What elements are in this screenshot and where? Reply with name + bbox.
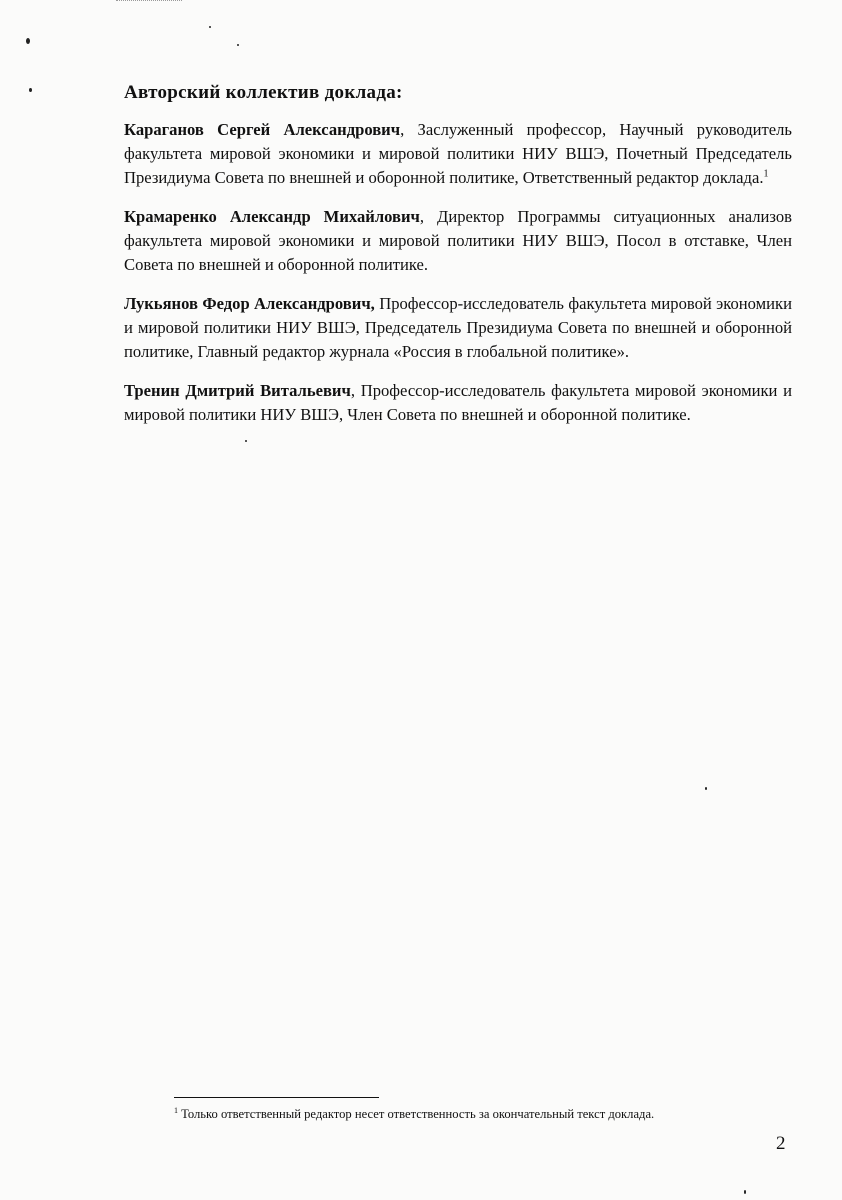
author-entry bbox=[124, 118, 792, 190]
footnote-reference[interactable]: 1 bbox=[763, 168, 769, 180]
section-heading: Авторский коллектив доклада: bbox=[124, 82, 403, 103]
scan-speck bbox=[744, 1190, 746, 1194]
scan-speck bbox=[29, 88, 32, 92]
author-name: Крамаренко Александр Михайлович bbox=[124, 207, 420, 226]
footnote bbox=[174, 1106, 794, 1122]
author-name: Караганов Сергей Александрович bbox=[124, 120, 401, 139]
author-description: , Директор Программы ситуационных анализов факультета мировой экономики и мировой политики НИУ ВШЭ, Посол в отставке, Член Совета по внешней и оборонной политике. bbox=[124, 207, 792, 274]
scan-speck bbox=[26, 38, 30, 44]
author-description: , Заслуженный профессор, Научный руководитель факультета мировой экономики и мировой политики НИУ ВШЭ, Почетный Председатель Президиума Совета по внешней и оборонной политике, Ответственный редактор доклада. bbox=[124, 120, 792, 187]
author-description: Профессор-исследователь факультета мировой экономики и мировой политики НИУ ВШЭ, Председатель Президиума Совета по внешней и оборонной политике, Главный редактор журнала «Россия в глобальной политике». bbox=[124, 294, 792, 361]
footnote-mark: 1 bbox=[174, 1105, 178, 1115]
scan-speck bbox=[237, 44, 239, 46]
scan-speck bbox=[209, 26, 211, 28]
author-entry bbox=[124, 292, 792, 364]
author-entry bbox=[124, 205, 792, 277]
author-name: Тренин Дмитрий Витальевич bbox=[124, 381, 351, 400]
page-number: 2 bbox=[776, 1133, 786, 1154]
authors-section bbox=[124, 82, 792, 442]
author-name: Лукьянов Федор Александрович, bbox=[124, 294, 375, 313]
author-description: , Профессор-исследователь факультета мировой экономики и мировой политики НИУ ВШЭ, Член Совета по внешней и оборонной политике. bbox=[124, 381, 792, 424]
scan-edge-mark bbox=[116, 0, 182, 3]
author-entry bbox=[124, 379, 792, 427]
footnote-text: Только ответственный редактор несет ответственность за окончательный текст доклада. bbox=[178, 1107, 655, 1121]
scan-speck bbox=[705, 787, 707, 790]
footnote-divider bbox=[174, 1097, 379, 1098]
